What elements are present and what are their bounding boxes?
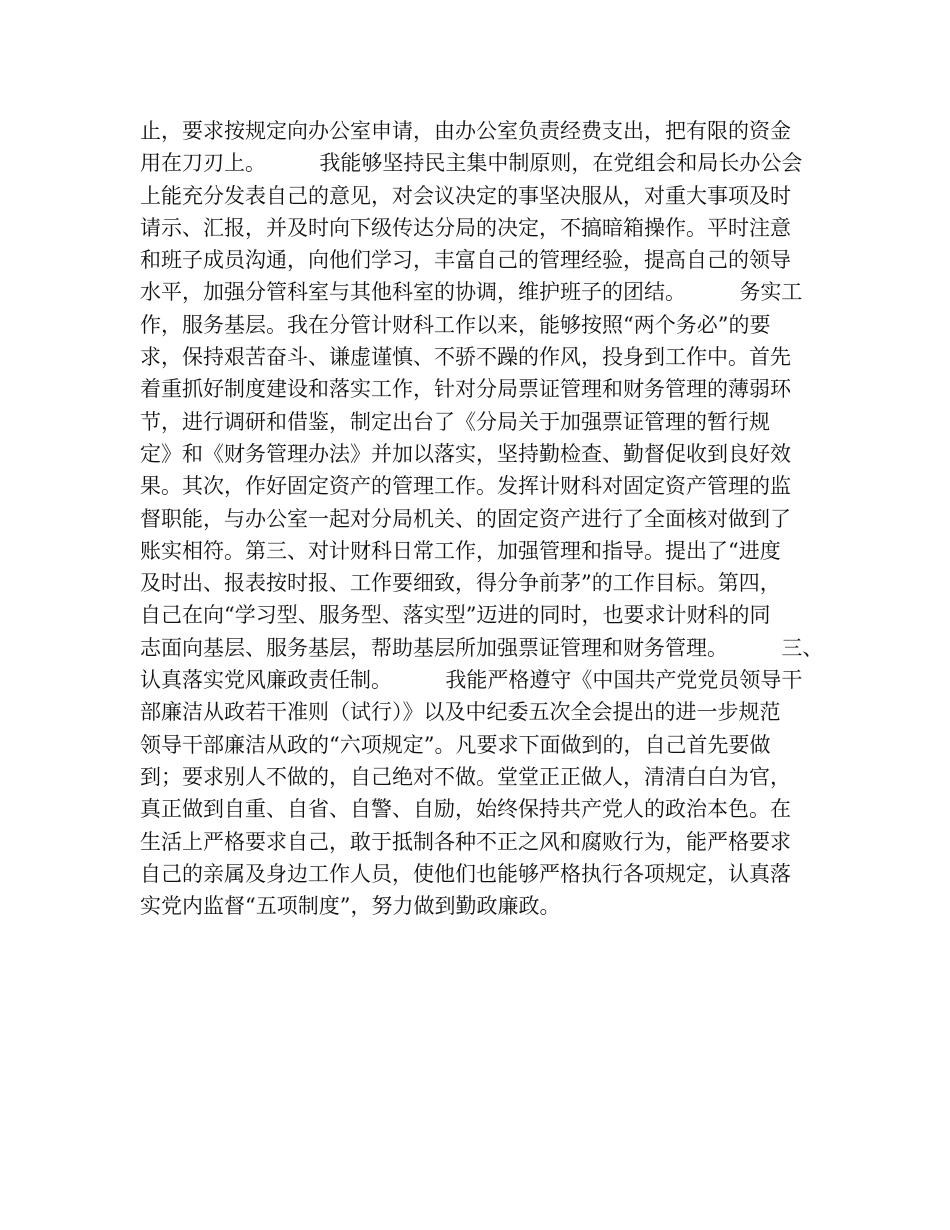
text-line: 领导干部廉洁从政的“六项规定”。凡要求下面做到的，自己首先要做 [140,732,771,757]
text-line: 着重抓好制度建设和落实工作，针对分局票证管理和财务管理的薄弱环 [140,377,791,402]
body-text [140,115,824,922]
text-line: 用在刀刃上。 我能够坚持民主集中制原则，在党组会和局长办公会 [140,151,803,176]
text-line: 上能充分发表自己的意见，对会议决定的事坚决服从，对重大事项及时 [140,183,791,208]
text-line: 定》和《财务管理办法》并加以落实，坚持勤检查、勤督促收到良好效 [140,441,791,466]
text-line: 真正做到自重、自省、自警、自励，始终保持共产党人的政治本色。在 [140,797,791,822]
text-line: 账实相符。第三、对计财科日常工作，加强管理和指导。提出了“进度 [140,538,781,563]
text-line: 和班子成员沟通，向他们学习，丰富自己的管理经验，提高自己的领导 [140,248,791,273]
text-line: 到；要求别人不做的，自己绝对不做。堂堂正正做人，清清白白为官， [140,764,791,789]
text-line: 认真落实党风廉政责任制。 我能严格遵守《中国共产党党员领导干 [140,668,803,693]
text-line: 自己的亲属及身边工作人员，使他们也能够严格执行各项规定，认真落 [140,861,791,886]
text-line: 及时出、报表按时报、工作要细致，得分争前茅”的工作目标。第四， [140,571,781,596]
text-line: 实党内监督“五项制度”，努力做到勤政廉政。 [140,894,561,919]
text-line: 督职能，与办公室一起对分局机关、的固定资产进行了全面核对做到了 [140,506,791,531]
text-line: 志面向基层、服务基层，帮助基层所加强票证管理和财务管理。 三、 [140,635,824,660]
text-line: 水平，加强分管科室与其他科室的协调，维护班子的团结。 务实工 [140,280,803,305]
text-line: 请示、汇报，并及时向下级传达分局的决定，不搞暗箱操作。平时注意 [140,215,791,240]
text-line: 部廉洁从政若干准则（试行）》以及中纪委五次全会提出的进一步规范 [140,700,781,725]
text-line: 止，要求按规定向办公室申请，由办公室负责经费支出，把有限的资金 [140,119,791,143]
text-line: 果。其次，作好固定资产的管理工作。发挥计财科对固定资产管理的监 [140,474,791,499]
text-line: 作，服务基层。我在分管计财科工作以来，能够按照“两个务必”的要 [140,312,771,337]
text-line: 求，保持艰苦奋斗、谦虚谨慎、不骄不躁的作风，投身到工作中。首先 [140,345,791,370]
text-line: 生活上严格要求自己，敢于抵制各种不正之风和腐败行为，能严格要求 [140,829,791,854]
text-line: 节，进行调研和借鉴，制定出台了《分局关于加强票证管理的暂行规 [140,409,770,434]
text-line: 自己在向“学习型、服务型、落实型”迈进的同时，也要求计财科的同 [140,603,771,628]
